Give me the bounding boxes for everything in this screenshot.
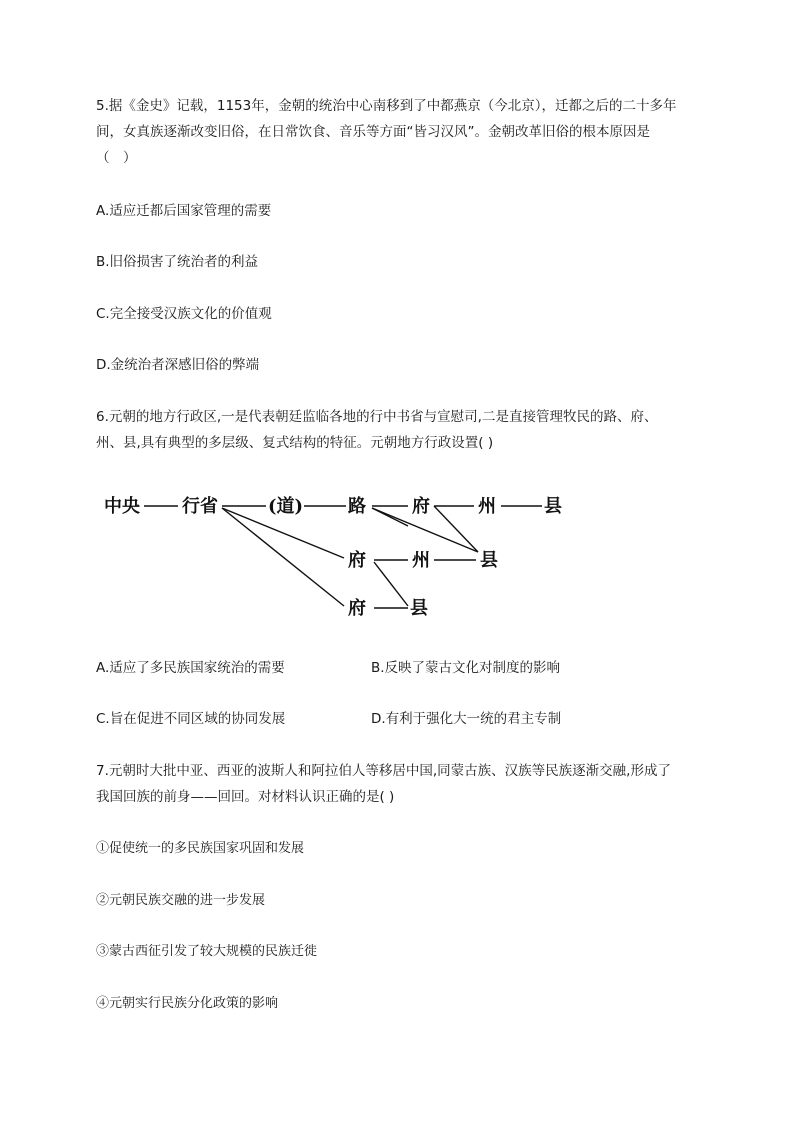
diagram-zhongyang: 中央 bbox=[104, 496, 140, 517]
admin-structure-diagram bbox=[96, 480, 616, 630]
q6-option-a: A.适应了多民族国家统治的需要 bbox=[96, 660, 285, 676]
diagram-xingsheng: 行省 bbox=[182, 496, 218, 517]
q5-stem-line3: （ ） bbox=[96, 150, 137, 166]
q5-option-b: B.旧俗损害了统治者的利益 bbox=[96, 254, 259, 270]
q5-option-d: D.金统治者深感旧俗的弊端 bbox=[96, 357, 260, 373]
q5-stem-line1: 5.据《金史》记载，1153年，金朝的统治中心南移到了中都燕京（今北京），迁都之后的二十多年 bbox=[96, 98, 677, 114]
q7-item-3: ③蒙古西征引发了较大规模的民族迁徙 bbox=[96, 944, 318, 959]
q6-stem-line1: 6.元朝的地方行政区,一是代表朝廷监临各地的行中书省与宣慰司,二是直接管理牧民的路、府、 bbox=[96, 409, 658, 425]
q6-option-d: D.有利于强化大一统的君主专制 bbox=[371, 711, 562, 727]
diagram-fu-top: 府 bbox=[412, 496, 430, 517]
diagram-xian-mid: 县 bbox=[480, 550, 498, 571]
diagram-lu: 路 bbox=[348, 496, 366, 517]
q6-option-b: B.反映了蒙古文化对制度的影响 bbox=[371, 660, 561, 676]
diagram-zhou-mid: 州 bbox=[412, 550, 430, 571]
diagram-zhou-top: 州 bbox=[478, 496, 496, 517]
diagram-fu-bot: 府 bbox=[348, 598, 366, 619]
q7-item-2: ②元朝民族交融的进一步发展 bbox=[96, 893, 266, 908]
q7-stem-line2: 我国回族的前身——回回。对材料认识正确的是( ) bbox=[96, 789, 395, 805]
q5-option-c: C.完全接受汉族文化的价值观 bbox=[96, 306, 272, 322]
q7-item-4: ④元朝实行民族分化政策的影响 bbox=[96, 996, 279, 1011]
q5-option-a: A.适应迁都后国家管理的需要 bbox=[96, 203, 272, 219]
q7-stem-line1: 7.元朝时大批中亚、西亚的波斯人和阿拉伯人等移居中国,同蒙古族、汉族等民族逐渐交融,形成了 bbox=[96, 763, 671, 779]
q7-item-1: ①促使统一的多民族国家巩固和发展 bbox=[96, 841, 305, 856]
q6-option-c: C.旨在促进不同区域的协同发展 bbox=[96, 711, 286, 727]
q6-stem-line2: 州、县,具有典型的多层级、复式结构的特征。元朝地方行政设置( ) bbox=[96, 435, 494, 451]
q5-stem-line2: 间，女真族逐渐改变旧俗，在日常饮食、音乐等方面“皆习汉风”。金朝改革旧俗的根本原因是 bbox=[96, 124, 650, 140]
diagram-dao: (道) bbox=[268, 496, 304, 517]
diagram-fu-mid: 府 bbox=[348, 550, 366, 571]
diagram-xian-top: 县 bbox=[544, 496, 562, 517]
diagram-xian-bot: 县 bbox=[410, 598, 428, 619]
